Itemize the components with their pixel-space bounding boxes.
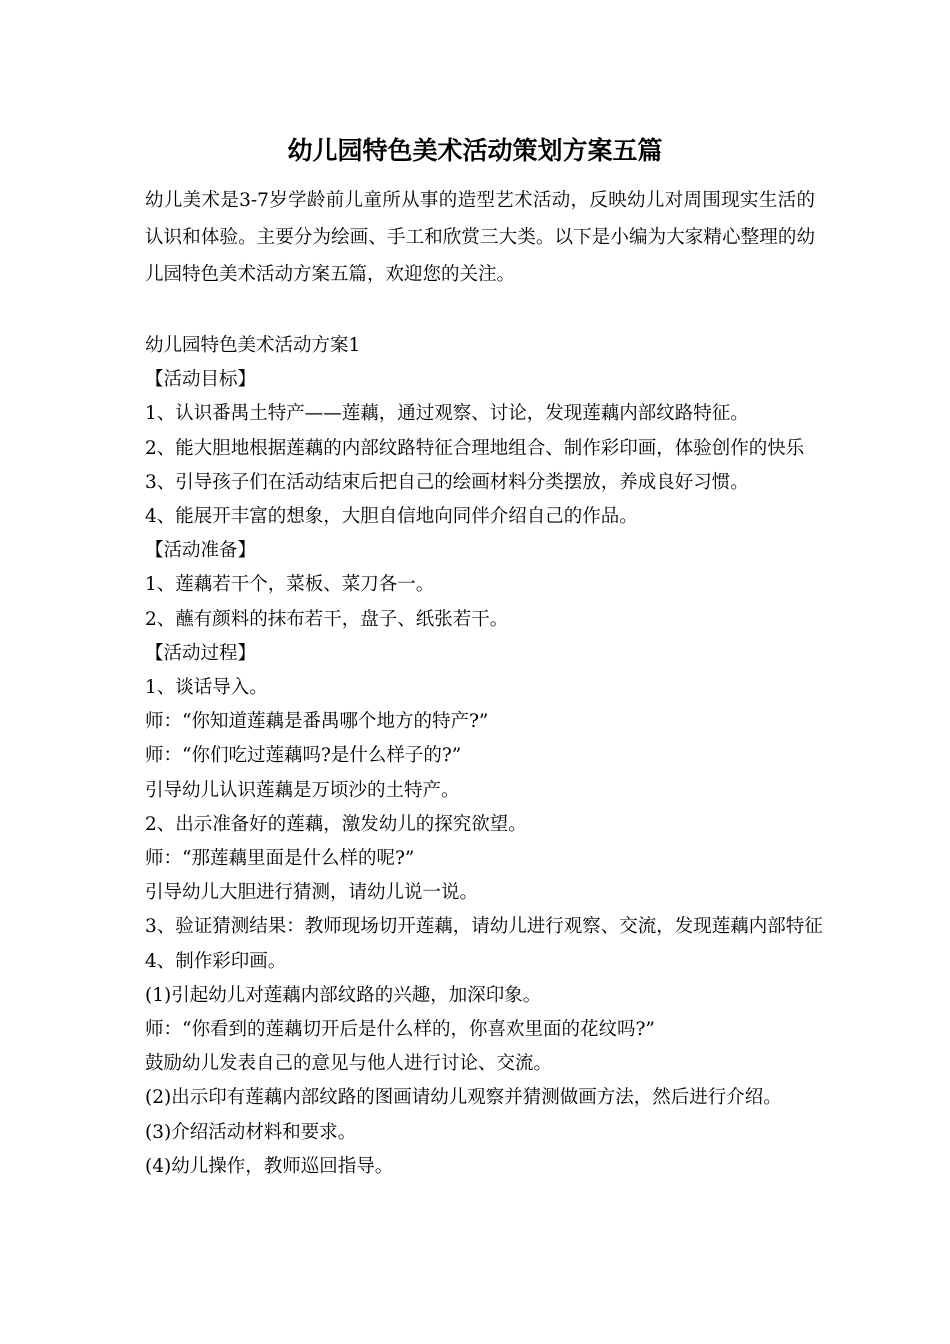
body-line: 幼儿园特色美术活动方案1 — [145, 335, 361, 356]
body-line: (1)引起幼儿对莲藕内部纹路的兴趣，加深印象。 — [145, 984, 542, 1006]
body-line: 师：“你知道莲藕是番禺哪个地方的特产?” — [145, 711, 489, 733]
body-line: 2、出示准备好的莲藕，激发幼儿的探究欲望。 — [145, 813, 527, 835]
body-line: (2)出示印有莲藕内部纹路的图画请幼儿观察并猜测做画方法，然后进行介绍。 — [145, 1087, 782, 1109]
body-line: 1、认识番禺土特产——莲藕，通过观察、讨论，发现莲藕内部纹路特征。 — [145, 403, 749, 425]
body-line: (3)介绍活动材料和要求。 — [145, 1121, 357, 1143]
body-line: 师：“那莲藕里面是什么样的呢?” — [145, 848, 415, 870]
body-line: 【活动目标】 — [145, 369, 257, 391]
intro-paragraph: 幼儿美术是3-7岁学龄前儿童所从事的造型艺术活动，反映幼儿对周围现实生活的认识和体验。主要分为绘画、手工和欣赏三大类。以下是小编为大家精心整理的幼儿园特色美术活动方案五篇，欢迎您的关注。 — [145, 190, 815, 285]
body-line: (4)幼儿操作，教师巡回指导。 — [145, 1155, 394, 1177]
body-line: 师：“你们吃过莲藕吗?是什么样子的?” — [145, 745, 462, 767]
body-line: 【活动准备】 — [145, 540, 257, 562]
body-line: 2、能大胆地根据莲藕的内部纹路特征合理地组合、制作彩印画，体验创作的快乐 — [145, 437, 805, 459]
body-line: 引导幼儿认识莲藕是万顷沙的土特产。 — [145, 779, 460, 801]
body-line: 师：“你看到的莲藕切开后是什么样的，你喜欢里面的花纹吗?” — [145, 1019, 655, 1041]
body-line: 1、莲藕若干个，菜板、菜刀各一。 — [145, 574, 435, 596]
document-title: 幼儿园特色美术活动策划方案五篇 — [287, 136, 663, 165]
body-line: 3、引导孩子们在活动结束后把自己的绘画材料分类摆放，养成良好习惯。 — [145, 471, 749, 493]
body-line: 3、验证猜测结果：教师现场切开莲藕，请幼儿进行观察、交流，发现莲藕内部特征 — [145, 916, 823, 938]
body-line: 引导幼儿大胆进行猜测，请幼儿说一说。 — [145, 882, 479, 904]
body-line: 2、蘸有颜料的抹布若干，盘子、纸张若干。 — [145, 608, 509, 630]
body-line: 1、谈话导入。 — [145, 677, 268, 699]
body-line: 4、能展开丰富的想象，大胆自信地向同伴介绍自己的作品。 — [145, 506, 638, 528]
body-line: 4、制作彩印画。 — [145, 950, 287, 972]
document-body — [145, 329, 823, 1184]
body-line: 鼓励幼儿发表自己的意见与他人进行讨论、交流。 — [145, 1053, 553, 1075]
body-line: 【活动过程】 — [145, 642, 257, 664]
